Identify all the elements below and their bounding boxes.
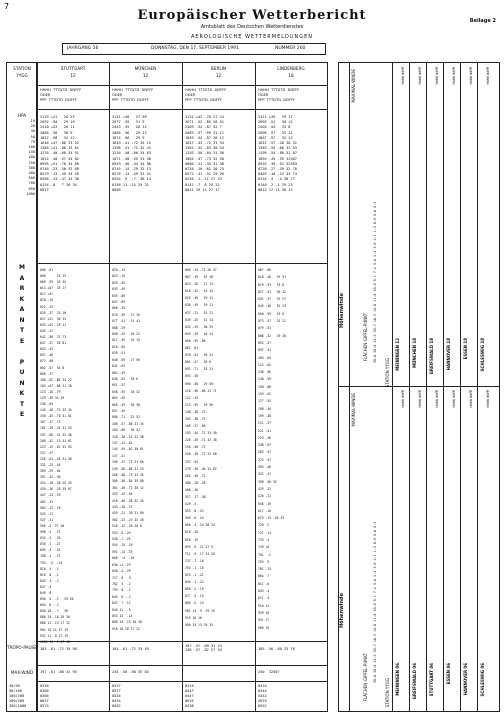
markante-letter: E [19, 337, 25, 345]
station-name-2: MÜNCHEN [134, 66, 157, 71]
rp-subheader: hhhh ddfff [469, 67, 473, 85]
maximal-label-lower: MAXIMAL-WINDE [351, 393, 356, 427]
tropo-muenchen: 164 -61 -72 33 49 [112, 647, 149, 651]
markante-letter: P [19, 358, 25, 366]
maxwind-stuttgart: 197 -61 -88 34 95 [40, 670, 77, 674]
rp-subheader: hhhh ddfff [469, 390, 473, 408]
station-name-3: BERLIN [210, 66, 227, 71]
rp-subheader: hhhh ddfff [452, 67, 456, 85]
points-lindenberg: 007 -68 018 -46 29 31 019 -53 33 8 027 -51 30 12 031 -57 29 27 043 -40 32 23 050 -59 33 8 073 -57 31 22 079 -53 086 -52 29 38 092 -57 097 -51 103 -64 112 -62 136 -56 140 -59 150 -68 153 -62 177 -55 198 -46 199 -38 211 -57 221 -51 229 -46 248 -67 263 -57 274 -57 302 -46 332 -47 398 -56 32 425 -32 526 -31 556 -19 617 -16 675 -13 -26 35 720 -2 721 -14 735 -4 749 +6 751 -2 753 5 781 -13 804 7 811 -6 843 -4 871 4 916 12 939 16 951 17 986 19 [258, 268, 286, 630]
section-title: AEROLOGISCHE WETTERMELDUNGEN [190, 34, 314, 40]
subheader-2: HHHH TTTDTD DDFFF ODER PPP TTTDTD DDFFF [112, 88, 154, 102]
corner-mark: 7 [4, 2, 10, 11]
station-label: STATION [13, 66, 31, 71]
rp-station-essen: ESSEN 06 [446, 663, 451, 685]
rp-station-schleswig: SCHLESWIG 06 [480, 663, 485, 697]
flight-label-upper: FLÄCHEN-GIPFEL-PUNKT [363, 313, 368, 362]
upper-data-lindenberg: 3121 +45 29 17 2665 -51 30 12 2404 -54 33 8 2090 -57 33 12 1867 -57 32 12 1641 -57 -48 30 31 1383 -55 -66 32 33 1199 -54 -66 31 87 1094 -49 -59 32507 0935 -39 -51 32503 0728 -27 -39 32 70 0403 -18 -22 33 74 0154 -4 -4 30 27 0146 2 -1 29 23 0012 17 11 30 12 [258, 115, 297, 192]
page-title: Europäischer Wetterbericht [137, 8, 367, 23]
page-subtitle: Amtsblatt des Deutschen Wetterdienstes [200, 24, 304, 30]
rp-station-hannover: HANNOVER 06 [463, 663, 468, 696]
station-time-3: 12 [215, 73, 222, 78]
rp-station-mnchen: MÜNCHEN 18 [412, 338, 417, 368]
subheader-1: HHHH TTTDTD DDFFF ODER PPP TTTDTD DDFFF [40, 88, 82, 102]
points-stuttgart: 006 -61 006 25 15 009 -39 26 35 013 +67 25 17 017 +47 020 -19 022 -33 025 -37 33 10 027 +51 30 33 033 +53 29 11 035 -47 042 -56 27 73 047 -57 28 81 053 -43 057 -46 072 -60 082 -57 55 8 098 -37 100 -62 -86 33 22 103 +47 -88 31 18 123 -18 -79 129 -39 32 49 136 -64 145 -40 -72 33 44 150 -45 -70 31 61 167 -37 -73 181 -29 -42 31 33 197 -60 -31 32 40 208 -42 -13 31 61 223 -13 -61 32 94 237 -47 256 -61 -45 31 46 332 -22 -44 369 -29 -64 391 -42 -36 424 -18 -30 25 43 439 -26 -29 35 67 447 -23 -33 462 -31 502 -12 -18 525 -11 547 -31 566 -5 27 10 598 -5 -27 632 -1 -25 650 -1 -27 695 -3 -32 708 -1 -27 793 -5 -23 810 4 -2 816 8 -1 843 4 -2 847 -3 849 8 850 5 -2 29 35 854 8 -2 856 10 -7 30 886 15 -18 26 30 880 11 -13 27 32 902 15 11 27 19 932 11 8 27 19 1005 11 3 27 18 [40, 268, 74, 644]
station-yygg-upper: STATION YYGG [385, 358, 390, 388]
markante-letter: T [19, 400, 25, 408]
markante-letter: N [19, 316, 25, 324]
station-name-1: STUTTGART [60, 66, 86, 71]
markante-letter: N [19, 379, 25, 387]
markante-letter: T [19, 327, 25, 334]
left-sidebar [6, 62, 38, 712]
rp-station-greifswald: GREIFSWALD 18 [429, 338, 434, 375]
tropo-berlin: 107 -57 -89 31 24 136 -57 -82 27 34 [185, 644, 222, 653]
station-time-2: 12 [142, 73, 149, 78]
rp-subheader: hhhh ddfff [401, 67, 405, 85]
markante-letter: U [19, 369, 25, 376]
shear-col4: 0324 0344 3442 2633 0552 [258, 684, 267, 708]
markante-letter: K [19, 295, 25, 303]
rp-station-greifswald: GREIFSWALD 06 [412, 663, 417, 700]
points-berlin: 005 -34 -73 26 37 007 -39 25 28 013 -26 27 13 018 -32 24 13 025 -49 29 11 036 -49 29 11 037 -31 25 21 039 -25 31 14 043 -25 30 35 053 -29 26 24 058 -59 -86 062 -61 078 -81 26 24 081 -57 35 6 092 -71 33 31 093 -46 096 -58 29 50 110 -56 -80 31 71 112 -43 113 -59 29 50 148 -38 -73 163 -38 -73 189 -57 -89 193 -44 -72 33 50 226 -49 -71 32 36 234 -58 -72 256 -48 -77 32 68 257 -64 279 -30 -40 31 62 285 -40 -72 380 -20 -28 408 -16 517 -17 -30 529 -4 553 -8 -22 595 -6 -24 606 -4 -24 28 34 618 -20 626 -19 693 -9 -21 27 9 711 -9 -17 31 20 737 -7 -10 754 -1 -16 815 -1 -21 844 -1 -22 858 -2 -15 877 -5 -15 889 -5 -13 901 14 9 29 15 919 16 10 960 19 13 29 15 [185, 268, 217, 627]
levels-column-lower: 38.6 28.6 24.9 20.7 16.3 14.8 11.8 10.0 9.1 7.2 5.6 4.3 3.0 2.1 1.5 0.9 0.6 0.3 [373, 521, 377, 683]
markante-letter: R [19, 285, 25, 292]
maxwind-lindenberg: 240 32507 [258, 670, 280, 674]
hpa-label: HPA [17, 113, 27, 118]
markante-letter [18, 347, 26, 358]
yygg-label: YYGG [16, 73, 28, 78]
rp-station-schleswig: SCHLESWIG 18 [480, 338, 485, 372]
points-muenchen: 020 -13 023 -19 029 -55 033 -49 035 -60 047 -69 066 -25 070 -39 27 26 077 -41 31 41 088 -29 098 -43 26 22 017 -49 24 15 018 -65 039 -51 040 -59 27 56 041 -63 062 -59 046 -63 28 6 051 -57 058 -55 28 32 065 -59 066 -59 30 30 057 -49 086 -71 32 52 100 -57 -80 31 34 103 -60 30 42 128 -38 -52 32 38 137 -41 -81 144 -49 -82 30 61 147 -51 196 -47 -73 31 66 249 -58 -88 31 23 286 -48 -79 33 45 300 -58 -84 35 80 361 -40 -72 30 12 325 -43 -64 416 -48 -58 32 45 443 -20 -37 459 -21 -30 31 60 502 -13 -23 32 26 520 -12 -20 26 6 533 -9 -24 540 -7 -25 554 -15 -29 591 -13 -33 606 -4 -26 630 +1 -23 658 -4 -29 727 8 -9 782 4 -2 799 0 -2 845 0 -2 847 7 -12 849 11 -9 853 15 -14 868 15 -15 28 30 910 18 18 27 22 [112, 268, 144, 631]
markante-letter: A [19, 274, 25, 282]
station-name-4: LINDENBERG [277, 66, 305, 71]
markante-letter: M [19, 264, 25, 271]
station-grid [36, 62, 328, 712]
rp-subheader: hhhh ddfff [418, 67, 422, 85]
upper-data-stuttgart: 3133 +41 28 25 2692 -50 29 10 2410 +53 26 11 2086 -58 30 9 1852 -58 32 12 1646 +47 -86 33 22 1385 +41 -86 33 61 1276 -40 -68 34 91 1012 -40 -57 34 82 0995 +51 -70 34 80 0746 -23 -50 33 68 0579 -13 -49 34 49 0306 -13 -47 34 36 0154 -8 7 26 34 0017 [40, 115, 79, 192]
markante-letter: E [19, 411, 25, 418]
markante-letter: A [19, 306, 25, 313]
maximal-label-upper: MAXIMAL-WINDE [351, 69, 356, 103]
subheader-3: HHHH TTTDTD DDFFF ODER PPP TTTDTD DDFFF [185, 88, 227, 102]
maxwind-label: MAX-WIND [10, 670, 34, 675]
rp-station-essen: ESSEN 18 [463, 338, 468, 360]
tropopause-label: TROPO-PAUSE [7, 645, 37, 650]
rp-subheader: hhhh ddfff [418, 390, 422, 408]
rp-subheader: hhhh ddfff [401, 390, 405, 408]
jahrgang: JAHRGANG 16 [67, 46, 99, 51]
hoehenwinde-label-upper: Höhenwinde [339, 293, 345, 328]
station-time-4: 18 [288, 73, 294, 78]
station-yygg-lower: STATION YYGG [385, 678, 390, 708]
pressure-levels: 10 20 30 50 70 100 150 200 250 300 400 500 700 850 1000 [26, 119, 35, 196]
info-bar [62, 43, 326, 55]
markante-punkte-label [18, 263, 26, 421]
maxwind-muenchen: 245 -50 -58 35 84 [112, 670, 149, 674]
hoehenwinde-panel [338, 62, 500, 712]
issue-date: DONNSTAG, DEN 17. SEPTEMBER 1991 [151, 46, 239, 51]
hoehenwinde-label-lower: Höhenwinde [339, 593, 345, 628]
upper-data-muenchen: 3141 +40 27 56 2677 -49 31 9 2453 -55 26 12 2086 -56 29 13 1874 -56 29 9 1649 -41 -72 35 15 1396 -41 -72 32 43 1216 -40 -66 34 63 1071 -40 -55 33 46 0949 -40 -44 34 80 0745 -14 -29 33 13 0578 -13 -49 33 41 0354 -9 -7 30 14 0156 11 -15 29 32 0056 [112, 115, 151, 192]
beilage-label: Beilage 2 [469, 18, 496, 24]
issue-number: NUMMER 260 [275, 46, 306, 51]
rp-station-meiningen: MEININGEN 12 [395, 338, 400, 371]
flight-label-lower: FLÄCHEN-GIPFEL-PUNKT [363, 653, 368, 702]
upper-data-berlin: 3131 +42 -78 27 24 2671 -52 -85 28 51 2409 -54 -87 32 7 2083 -57 -89 31 11 1849 -54 -87 30 12 1647 -43 -72 31 54 1381 -52 -83 30 34 1193 -50 -84 31 30 1064 -47 -73 32 50 0880 -21 -35 31 38 0728 -10 -61 30 23 0572 -41 -51 29 26 0316 -1 -11 27 23 0142 7 6 29 22 0011 19 12 27 17 [185, 115, 224, 192]
rp-station-hannover: HANNOVER 18 [446, 338, 451, 371]
station-time-1: 12 [70, 73, 76, 78]
tropo-stuttgart: 185 -61 -72 34 90 [40, 647, 77, 651]
rp-subheader: hhhh ddfff [435, 390, 439, 408]
shear-rows: 30/50 50/100 100/200 200/300 300/1000 [9, 684, 27, 708]
rp-subheader: hhhh ddfff [486, 390, 490, 408]
rp-station-stuttgart: STUTTGART 06 [429, 663, 434, 697]
rp-subheader: hhhh ddfff [435, 67, 439, 85]
rp-subheader: hhhh ddfff [452, 390, 456, 408]
shear-col1: 0326 0366 0366 0637 0374 [40, 684, 49, 708]
markante-letter: K [19, 390, 25, 397]
shear-col3: 0324 0447 0447 0635 0338 [185, 684, 194, 708]
rp-subheader: hhhh ddfff [486, 67, 490, 85]
tropo-lindenberg: 185 -56 -88 33 76 [258, 647, 295, 651]
levels-column-upper: 38.6 28.6 24.9 20.7 16.3 14.8 11.8 10.0 9.1 7.2 5.6 4.3 3.0 2.1 1.5 0.9 0.6 0.3 [373, 201, 377, 363]
rp-station-meiningen: MEININGEN 06 [395, 663, 400, 696]
shear-col2: 0327 0577 0434 0434 0562 [112, 684, 121, 708]
subheader-4: HHHH TTTDTD DDFFF ODER PPP TTTDTD DDFFF [258, 88, 300, 102]
